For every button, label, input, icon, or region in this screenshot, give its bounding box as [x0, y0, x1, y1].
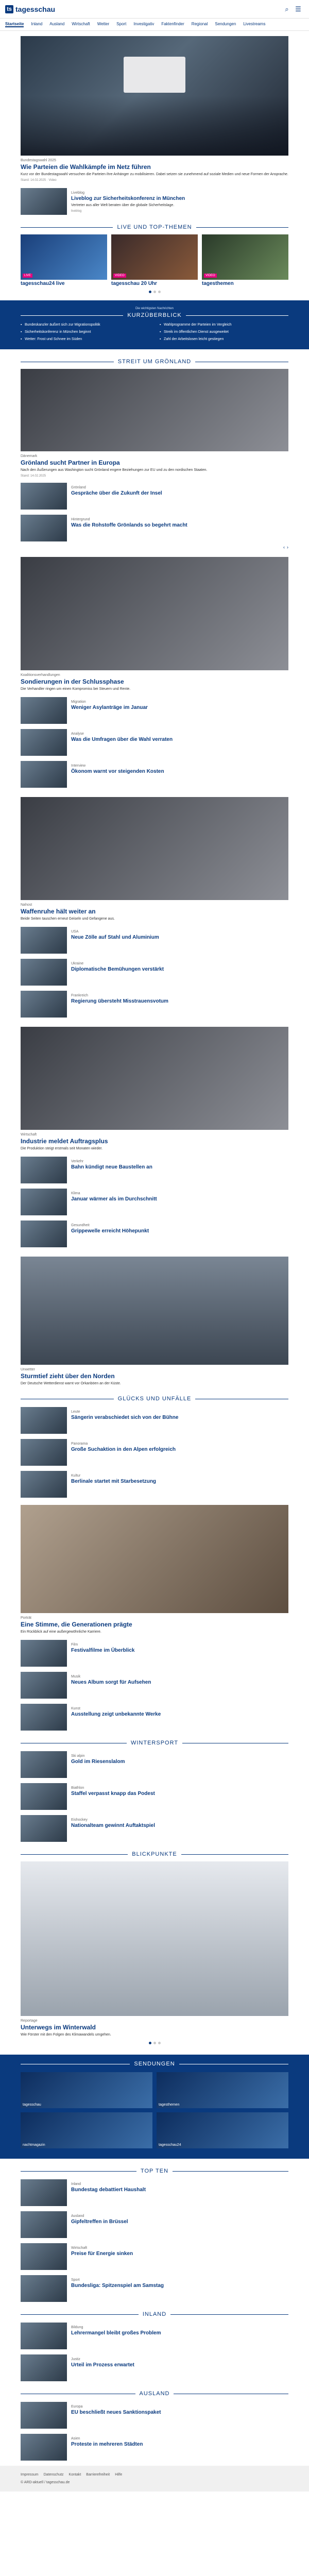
sendung-title: tagesschau24 [159, 2143, 181, 2147]
logo-mark: ts [5, 5, 13, 13]
sendung-title: tagesschau [23, 2103, 41, 2107]
list-item[interactable] [21, 1157, 288, 1183]
list-kicker: Ukraine [71, 962, 84, 965]
list-thumbnail[interactable] [21, 1221, 67, 1247]
live-badge: VIDEO [204, 274, 217, 278]
article-headline[interactable]: Sturmtief zieht über den Norden [21, 1372, 115, 1380]
footer-link[interactable]: Impressum [21, 2473, 39, 2477]
menu-icon[interactable]: ☰ [295, 5, 301, 13]
article-teaser: Nach den Äußerungen aus Washington sucht Grönland engere Beziehungen zur EU und zu den nordischen Staaten. [21, 468, 208, 472]
kurz-item[interactable]: ▪ Streik im öffentlichen Dienst ausgeweitet [160, 330, 288, 335]
sendung-title: nachtmagazin [23, 2143, 45, 2147]
list-item[interactable] [21, 1640, 288, 1667]
sendung-grid [21, 2072, 288, 2148]
list-headline[interactable]: Ausstellung zeigt unbekannte Werke [71, 1711, 161, 1717]
list-kicker: Leute [71, 1410, 80, 1414]
list-thumbnail[interactable] [21, 1157, 67, 1183]
hero-kicker: Bundestagswahl 2025 [21, 159, 56, 162]
list-headline[interactable]: Regierung übersteht Misstrauensvotum [71, 998, 168, 1004]
carousel-dot[interactable] [158, 2042, 161, 2044]
article-image[interactable] [21, 1861, 288, 2016]
list-item[interactable] [21, 2179, 288, 2206]
list-headline[interactable]: Was die Rohstoffe Grönlands so begehrt macht [71, 522, 187, 528]
list-kicker: Justiz [71, 2358, 80, 2361]
list-thumbnail[interactable] [21, 2179, 67, 2206]
list-kicker: Hintergrund [71, 518, 90, 521]
live-card[interactable] [111, 234, 198, 286]
list-item[interactable] [21, 1815, 288, 1842]
list-kicker: USA [71, 930, 79, 934]
list-headline[interactable]: Festivalfilme im Überblick [71, 1648, 135, 1653]
teaser-kicker: Liveblog [71, 191, 85, 195]
section-title: GLÜCKS UND UNFÄLLE [117, 1396, 192, 1402]
list-kicker: Kultur [71, 1474, 81, 1478]
list-item[interactable] [21, 2402, 288, 2429]
nav-item[interactable]: Startseite [5, 22, 24, 26]
list-headline[interactable]: Sängerin verabschiedet sich von der Bühne [71, 1415, 179, 1420]
live-carousel [21, 234, 288, 286]
hero-overlay [21, 96, 288, 156]
list-thumbnail[interactable] [21, 1783, 67, 1810]
article-headline[interactable]: Industrie meldet Auftragsplus [21, 1138, 108, 1145]
carousel-dots [21, 291, 288, 293]
live-card-title[interactable]: tagesthemen [202, 281, 234, 286]
list-kicker: Interview [71, 764, 86, 768]
hero-image[interactable] [21, 36, 288, 156]
list-item[interactable] [21, 927, 288, 954]
nav-item[interactable]: Inland [31, 22, 43, 26]
list-headline[interactable]: Bundestag debattiert Haushalt [71, 2187, 146, 2193]
list-headline[interactable]: Neue Zölle auf Stahl und Aluminium [71, 935, 159, 940]
article-teaser: Wie Förster mit den Folgen des Klimawandels umgehen. [21, 2033, 111, 2037]
list-kicker: Migration [71, 700, 86, 704]
list-kicker: Gesundheit [71, 1224, 90, 1227]
article-headline[interactable]: Unterwegs im Winterwald [21, 2024, 96, 2031]
list-thumbnail[interactable] [21, 515, 67, 541]
article-image[interactable] [21, 1027, 288, 1130]
kurz-item[interactable]: ▪ Sicherheitskonferenz in München beginnt [21, 330, 149, 335]
list-headline[interactable]: Bahn kündigt neue Baustellen an [71, 1164, 152, 1170]
nav-item[interactable]: Wetter [97, 22, 110, 26]
list-item[interactable] [21, 1704, 288, 1731]
kurzueberblick-band [0, 300, 309, 349]
list-headline[interactable]: Grippewelle erreicht Höhepunkt [71, 1228, 149, 1234]
list-headline[interactable]: Nationalteam gewinnt Auftaktspiel [71, 1823, 155, 1828]
section-title: LIVE UND TOP-THEMEN [117, 224, 192, 230]
sendung-tile[interactable] [21, 2112, 152, 2148]
list-item[interactable] [21, 1471, 288, 1498]
article-image[interactable] [21, 369, 288, 451]
live-card-image[interactable] [21, 234, 107, 280]
section-header-gluecks [21, 1396, 288, 1402]
list-item[interactable] [21, 1407, 288, 1434]
list-thumbnail[interactable] [21, 1704, 67, 1731]
kurz-list [21, 323, 288, 342]
live-card-title[interactable]: tagesschau 20 Uhr [111, 281, 157, 286]
list-thumbnail[interactable] [21, 2243, 67, 2270]
copyright: © ARD-aktuell / tagesschau.de [21, 2481, 70, 2484]
live-card-title[interactable]: tagesschau24 live [21, 281, 65, 286]
list-headline[interactable]: Neues Album sorgt für Aufsehen [71, 1680, 151, 1685]
list-kicker: Klima [71, 1192, 80, 1195]
list-kicker: Verkehr [71, 1160, 84, 1163]
sendung-tile[interactable] [157, 2112, 288, 2148]
section-header-wintersport [21, 1740, 288, 1746]
list-item[interactable] [21, 2243, 288, 2270]
sendung-title: tagesthemen [159, 2103, 180, 2107]
nav-item[interactable]: Faktenfinder [161, 22, 184, 26]
list-headline[interactable]: Gipfeltreffen in Brüssel [71, 2219, 128, 2225]
list-thumbnail[interactable] [21, 959, 67, 986]
live-badge: LIVE [23, 274, 32, 278]
sendungen-band [0, 2055, 309, 2159]
list-item[interactable] [21, 991, 288, 1018]
list-thumbnail[interactable] [21, 483, 67, 510]
top-bar [0, 0, 309, 19]
list-headline[interactable]: Weniger Asylanträge im Januar [71, 705, 148, 710]
list-kicker: Ski alpin [71, 1754, 85, 1758]
article-kicker: Reportage [21, 2019, 38, 2023]
pager [21, 545, 288, 550]
list-item[interactable] [21, 1751, 288, 1778]
list-headline[interactable]: Preise für Energie sinken [71, 2251, 133, 2257]
list-item[interactable] [21, 2434, 288, 2461]
list-kicker: Grönland [71, 486, 86, 489]
teaser-headline[interactable]: Liveblog zur Sicherheitskonferenz in München [71, 196, 185, 201]
article-teaser: Der Deutsche Wetterdienst warnt vor Orkanböen an der Küste. [21, 1382, 121, 1385]
article-image[interactable] [21, 1505, 288, 1613]
list-kicker: Wirtschaft [71, 2246, 88, 2250]
article-kicker: Porträt [21, 1616, 32, 1620]
list-kicker: Biathlon [71, 1786, 84, 1790]
list-headline[interactable]: EU beschließt neues Sanktionspaket [71, 2410, 161, 2415]
logo-text: tagesschau [15, 5, 56, 13]
list-thumbnail[interactable] [21, 1751, 67, 1778]
list-thumbnail[interactable] [21, 991, 67, 1018]
section-title: INLAND [142, 2311, 167, 2317]
list-item[interactable] [21, 2275, 288, 2302]
hero-sign-shape [124, 57, 185, 93]
teaser-thumbnail[interactable] [21, 188, 67, 215]
section-header-topten [21, 2168, 288, 2174]
list-item[interactable] [21, 1439, 288, 1466]
list-headline[interactable]: Proteste in mehreren Städten [71, 2442, 143, 2447]
kurz-item[interactable]: ▪ Zahl der Arbeitslosen leicht gestiegen [160, 337, 288, 342]
list-headline[interactable]: Berlinale startet mit Starbesetzung [71, 1479, 157, 1484]
kurz-item[interactable]: ▪ Bundeskanzler äußert sich zur Migrationspolitik [21, 323, 149, 328]
hero-headline[interactable]: Wie Parteien die Wahlkämpfe im Netz führen [21, 163, 151, 171]
list-thumbnail[interactable] [21, 2402, 67, 2429]
article-kicker: Unwetter [21, 1368, 36, 1371]
list-thumbnail[interactable] [21, 729, 67, 756]
list-kicker: Musik [71, 1675, 81, 1679]
list-item[interactable] [21, 1672, 288, 1699]
list-item[interactable] [21, 2354, 288, 2381]
list-kicker: Inland [71, 2182, 81, 2186]
list-kicker: Film [71, 1643, 78, 1647]
list-item[interactable] [21, 761, 288, 788]
live-card-image[interactable] [111, 234, 198, 280]
section-header-live [21, 224, 288, 230]
list-kicker: Analyse [71, 732, 84, 736]
list-headline[interactable]: Staffel verpasst knapp das Podest [71, 1791, 155, 1797]
list-item[interactable] [21, 729, 288, 756]
list-thumbnail[interactable] [21, 2323, 67, 2349]
list-thumbnail[interactable] [21, 1189, 67, 1215]
list-headline[interactable]: Diplomatische Bemühungen verstärkt [71, 967, 164, 972]
list-item[interactable] [21, 1189, 288, 1215]
list-headline[interactable]: Januar wärmer als im Durchschnitt [71, 1196, 157, 1202]
footer-link[interactable]: Barrierefreiheit [86, 2473, 110, 2477]
section-header-blickpunkte [21, 1851, 288, 1857]
list-kicker: Bildung [71, 2326, 83, 2329]
section-header-sendungen [21, 2061, 288, 2067]
section-title: WINTERSPORT [130, 1740, 179, 1746]
footer-link[interactable]: Datenschutz [43, 2473, 64, 2477]
article-image[interactable] [21, 1257, 288, 1365]
footer-link[interactable]: Kontakt [68, 2473, 81, 2477]
hero-meta: Stand: 14.02.2025 · Video [21, 179, 57, 182]
nav-item[interactable]: Wirtschaft [72, 22, 90, 26]
article-kicker: Koalitionsverhandlungen [21, 673, 60, 677]
live-badge: VIDEO [113, 274, 126, 278]
hero-teaser: Kurz vor der Bundestagswahl versuchen die Parteien ihre Anhänger zu mobilisieren. Dabei setzen sie zunehmend auf soziale Medien und neue Formen der Ansprache. [21, 173, 288, 176]
list-headline[interactable]: Ökonom warnt vor steigenden Kosten [71, 769, 164, 774]
list-headline[interactable]: Lehrermangel bleibt großes Problem [71, 2330, 161, 2336]
section-title: SENDUNGEN [134, 2061, 175, 2067]
sendung-tile[interactable] [157, 2072, 288, 2108]
article-meta: Stand: 14.02.2025 [21, 474, 46, 478]
list-thumbnail[interactable] [21, 2211, 67, 2238]
section-header-streit [21, 359, 288, 365]
teaser-meta: liveblog [71, 210, 82, 213]
list-thumbnail[interactable] [21, 1640, 67, 1667]
nav-item[interactable]: Investigativ [133, 22, 154, 26]
article-image[interactable] [21, 797, 288, 900]
article-kicker: Nahost [21, 903, 32, 907]
list-thumbnail[interactable] [21, 1439, 67, 1466]
section-title: STREIT UM GRÖNLAND [117, 359, 192, 365]
nav-item[interactable]: Sendungen [215, 22, 236, 26]
list-thumbnail[interactable] [21, 1471, 67, 1498]
search-icon[interactable]: ⌕ [285, 5, 289, 13]
list-thumbnail[interactable] [21, 2354, 67, 2381]
main-nav [0, 19, 309, 31]
list-kicker: Frankreich [71, 994, 89, 997]
nav-item[interactable]: Regional [191, 22, 208, 26]
list-item[interactable] [21, 1221, 288, 1247]
carousel-dot[interactable] [149, 2042, 151, 2044]
section-header-kurz [21, 312, 288, 318]
article-headline[interactable]: Grönland sucht Partner in Europa [21, 459, 120, 466]
list-item[interactable] [21, 483, 288, 510]
section-header-ausland [21, 2391, 288, 2397]
footer-link[interactable]: Hilfe [115, 2473, 123, 2477]
list-thumbnail[interactable] [21, 927, 67, 954]
list-thumbnail[interactable] [21, 761, 67, 788]
list-kicker: Panorama [71, 1442, 88, 1446]
list-item[interactable] [21, 2323, 288, 2349]
list-thumbnail[interactable] [21, 2275, 67, 2302]
article-image[interactable] [21, 557, 288, 670]
list-item[interactable] [21, 1783, 288, 1810]
article-kicker: Dänemark [21, 454, 38, 458]
list-thumbnail[interactable] [21, 2434, 67, 2461]
list-kicker: Europa [71, 2405, 83, 2409]
list-headline[interactable]: Gold im Riesenslalom [71, 1759, 125, 1765]
carousel-dot[interactable] [149, 291, 151, 293]
list-headline[interactable]: Was die Umfragen über die Wahl verraten [71, 737, 173, 742]
list-kicker: Eishockey [71, 1818, 88, 1822]
carousel-dots [21, 2042, 288, 2044]
footer-links [21, 2473, 288, 2477]
nav-item[interactable]: Sport [116, 22, 127, 26]
chevron-left-icon[interactable]: ‹ [283, 545, 285, 550]
section-title: AUSLAND [139, 2391, 170, 2397]
list-item[interactable] [21, 515, 288, 541]
list-kicker: Sport [71, 2278, 80, 2282]
section-title: TOP TEN [140, 2168, 169, 2174]
list-kicker: Asien [71, 2437, 80, 2441]
nav-item[interactable]: Ausland [49, 22, 65, 26]
list-thumbnail[interactable] [21, 1672, 67, 1699]
live-card-image[interactable] [202, 234, 288, 280]
article-teaser: Die Produktion steigt erstmals seit Monaten wieder. [21, 1147, 103, 1150]
article-teaser: Beide Seiten tauschen erneut Geiseln und Gefangene aus. [21, 917, 115, 921]
band-kicker: Die wichtigsten Nachrichten [135, 307, 174, 310]
list-item[interactable] [21, 2211, 288, 2238]
article-teaser: Ein Rückblick auf eine außergewöhnliche Karriere. [21, 1630, 101, 1634]
carousel-dot[interactable] [153, 291, 156, 293]
article-headline[interactable]: Sondierungen in der Schlussphase [21, 678, 124, 685]
page-footer [0, 2466, 309, 2492]
article-teaser: Die Verhandler ringen um einen Kompromiss bei Steuern und Rente. [21, 687, 131, 691]
list-headline[interactable]: Bundesliga: Spitzenspiel am Samstag [71, 2283, 164, 2289]
site-logo[interactable] [5, 5, 55, 13]
section-title: BLICKPUNKTE [132, 1851, 177, 1857]
list-headline[interactable]: Gespräche über die Zukunft der Insel [71, 490, 162, 496]
live-card[interactable] [21, 234, 107, 286]
article-kicker: Wirtschaft [21, 1133, 37, 1137]
carousel-dot[interactable] [158, 291, 161, 293]
list-thumbnail[interactable] [21, 1407, 67, 1434]
list-kicker: Ausland [71, 2214, 84, 2218]
article-headline[interactable]: Eine Stimme, die Generationen prägte [21, 1621, 132, 1628]
list-headline[interactable]: Urteil im Prozess erwartet [71, 2362, 134, 2368]
list-item[interactable] [21, 959, 288, 986]
list-kicker: Kunst [71, 1707, 80, 1710]
nav-item[interactable]: Livestreams [243, 22, 266, 26]
list-thumbnail[interactable] [21, 1815, 67, 1842]
section-title: KURZÜBERBLICK [127, 312, 182, 318]
section-header-inland [21, 2311, 288, 2317]
list-thumbnail[interactable] [21, 697, 67, 724]
article-headline[interactable]: Waffenruhe hält weiter an [21, 908, 96, 915]
kurz-item[interactable]: ▪ Wahlprogramme der Parteien im Vergleich [160, 323, 288, 328]
sendung-tile[interactable] [21, 2072, 152, 2108]
list-item[interactable] [21, 697, 288, 724]
teaser-text: Vertreter aus aller Welt beraten über die globale Sicherheitslage. [71, 204, 175, 207]
carousel-dot[interactable] [153, 2042, 156, 2044]
teaser-row[interactable] [21, 188, 288, 215]
chevron-right-icon[interactable]: › [287, 545, 288, 550]
list-headline[interactable]: Große Suchaktion in den Alpen erfolgreich [71, 1447, 176, 1452]
live-card[interactable] [202, 234, 288, 286]
kurz-item[interactable]: ▪ Wetter: Frost und Schnee im Süden [21, 337, 149, 342]
